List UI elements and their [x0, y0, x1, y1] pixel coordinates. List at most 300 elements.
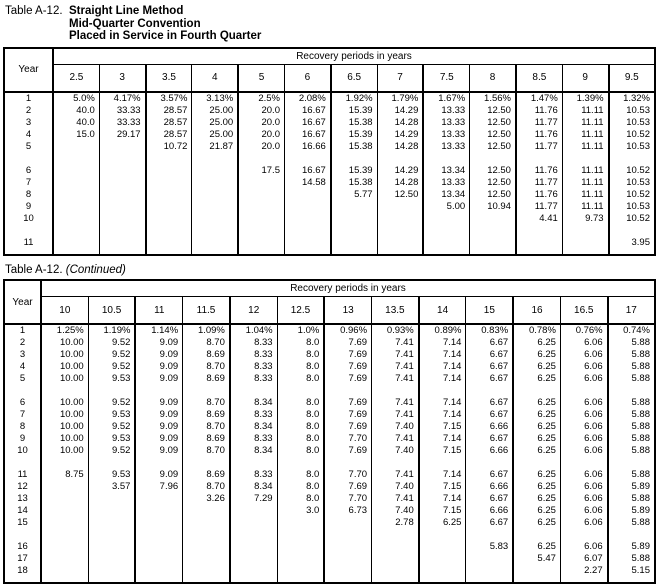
value-cell [183, 577, 230, 583]
table2-row-year-10 [4, 445, 655, 457]
value-cell [513, 529, 560, 541]
value-cell: 20.0 [238, 141, 284, 153]
value-cell [277, 565, 324, 577]
value-cell: 9.09 [135, 397, 182, 409]
year-cell: 11 [23, 236, 34, 248]
value-cell: 2.5% [238, 92, 284, 105]
table1-row-year-5 [4, 141, 655, 153]
value-cell [516, 153, 562, 165]
value-cell: 9.09 [135, 445, 182, 457]
value-cell [423, 153, 469, 165]
value-cell [377, 153, 423, 165]
value-cell [470, 249, 516, 255]
value-cell: 6.25 [513, 481, 560, 493]
value-cell: 1.39% [562, 92, 608, 105]
table1 [3, 47, 656, 256]
value-cell [146, 201, 192, 213]
value-cell [238, 177, 284, 189]
table2-col-header-16: 16 [513, 297, 560, 325]
value-cell: 0.89% [419, 324, 466, 337]
value-cell: 5.88 [608, 517, 655, 529]
value-cell: 14.28 [377, 141, 423, 153]
table1-header-row-1 [4, 48, 655, 65]
year-cell: 3 [25, 116, 32, 128]
value-cell: 13.33 [423, 177, 469, 189]
value-cell [88, 565, 135, 577]
value-cell: 8.70 [183, 361, 230, 373]
value-cell: 10.52 [609, 165, 655, 177]
value-cell: 9.09 [135, 361, 182, 373]
value-cell [423, 213, 469, 225]
value-cell: 11.77 [516, 117, 562, 129]
value-cell: 6.67 [466, 361, 513, 373]
year-cell [4, 577, 41, 583]
value-cell [516, 225, 562, 237]
value-cell: 28.57 [146, 129, 192, 141]
value-cell: 8.34 [230, 397, 277, 409]
value-cell: 11.76 [516, 189, 562, 201]
value-cell [608, 385, 655, 397]
value-cell [53, 177, 99, 189]
table2 [3, 279, 656, 584]
value-cell: 10.52 [609, 189, 655, 201]
table2-col-header-10.5: 10.5 [88, 297, 135, 325]
value-cell [608, 529, 655, 541]
value-cell: 5.88 [608, 421, 655, 433]
value-cell: 15.38 [331, 117, 377, 129]
value-cell [192, 189, 238, 201]
table1-row-year-9 [4, 201, 655, 213]
value-cell: 1.56% [470, 92, 516, 105]
value-cell: 15.39 [331, 165, 377, 177]
value-cell: 12.50 [470, 117, 516, 129]
year-cell: 5 [25, 140, 32, 152]
year-cell [4, 385, 41, 397]
value-cell: 1.67% [423, 92, 469, 105]
value-cell [324, 529, 371, 541]
value-cell: 6.06 [560, 445, 607, 457]
value-cell: 7.70 [324, 469, 371, 481]
value-cell [470, 213, 516, 225]
value-cell: 15.39 [331, 105, 377, 117]
value-cell: 7.14 [419, 373, 466, 385]
value-cell: 6.06 [560, 433, 607, 445]
value-cell: 8.0 [277, 397, 324, 409]
table2-row-year-5 [4, 373, 655, 385]
table1-row-year-6 [4, 165, 655, 177]
value-cell: 9.52 [88, 445, 135, 457]
value-cell: 10.53 [609, 141, 655, 153]
value-cell [609, 249, 655, 255]
value-cell: 7.69 [324, 337, 371, 349]
value-cell: 8.33 [230, 373, 277, 385]
value-cell: 7.40 [372, 505, 419, 517]
value-cell: 7.15 [419, 421, 466, 433]
value-cell: 5.88 [608, 469, 655, 481]
value-cell [135, 385, 182, 397]
year-cell: 8 [25, 188, 32, 200]
value-cell [331, 153, 377, 165]
value-cell: 6.07 [560, 553, 607, 565]
value-cell: 9.52 [88, 337, 135, 349]
value-cell: 28.57 [146, 105, 192, 117]
value-cell [53, 237, 99, 249]
value-cell: 7.69 [324, 349, 371, 361]
value-cell: 9.53 [88, 433, 135, 445]
value-cell [324, 553, 371, 565]
value-cell [377, 201, 423, 213]
value-cell [560, 457, 607, 469]
value-cell: 7.40 [372, 445, 419, 457]
table1-title [5, 5, 659, 43]
value-cell: 8.34 [230, 481, 277, 493]
value-cell: 15.0 [53, 129, 99, 141]
value-cell [560, 577, 607, 583]
year-cell [4, 225, 53, 237]
value-cell: 8.33 [230, 337, 277, 349]
value-cell [562, 225, 608, 237]
year-cell: 6 [19, 397, 26, 408]
value-cell: 8.0 [277, 361, 324, 373]
year-cell: 5 [19, 373, 26, 384]
value-cell [277, 577, 324, 583]
value-cell: 0.93% [372, 324, 419, 337]
value-cell [608, 457, 655, 469]
value-cell: 6.25 [513, 517, 560, 529]
table2-col-header-14: 14 [419, 297, 466, 325]
value-cell: 8.69 [183, 373, 230, 385]
year-cell: 15 [17, 517, 28, 528]
value-cell: 8.33 [230, 409, 277, 421]
value-cell: 7.41 [372, 469, 419, 481]
value-cell [372, 529, 419, 541]
value-cell: 7.29 [230, 493, 277, 505]
year-cell: 11 [17, 469, 28, 480]
value-cell: 7.41 [372, 373, 419, 385]
value-cell: 13.33 [423, 117, 469, 129]
value-cell: 12.50 [470, 189, 516, 201]
value-cell [372, 457, 419, 469]
value-cell: 8.33 [230, 469, 277, 481]
value-cell: 1.79% [377, 92, 423, 105]
value-cell [284, 201, 330, 213]
value-cell [41, 529, 88, 541]
value-cell: 11.11 [562, 117, 608, 129]
value-cell: 9.09 [135, 469, 182, 481]
value-cell [331, 237, 377, 249]
value-cell: 10.00 [41, 445, 88, 457]
table1-col-header-9: 9 [562, 64, 608, 92]
value-cell [466, 553, 513, 565]
value-cell: 9.09 [135, 373, 182, 385]
value-cell: 8.33 [230, 433, 277, 445]
value-cell: 3.57 [88, 481, 135, 493]
year-cell: 3 [19, 349, 26, 360]
value-cell: 10.00 [41, 433, 88, 445]
value-cell: 14.28 [377, 117, 423, 129]
table1-col-header-3: 3 [99, 64, 145, 92]
value-cell: 11.76 [516, 129, 562, 141]
table2-row-year-9 [4, 433, 655, 445]
value-cell [192, 177, 238, 189]
value-cell [183, 541, 230, 553]
table1-title-line-1: Straight Line Method [69, 5, 184, 17]
value-cell: 0.78% [513, 324, 560, 337]
value-cell [183, 553, 230, 565]
value-cell [419, 529, 466, 541]
value-cell: 8.0 [277, 337, 324, 349]
value-cell: 8.69 [183, 433, 230, 445]
value-cell [466, 577, 513, 583]
value-cell [419, 565, 466, 577]
year-cell: 14 [17, 505, 28, 516]
table2-col-header-12: 12 [230, 297, 277, 325]
year-cell: 2 [19, 337, 26, 348]
value-cell: 16.67 [284, 165, 330, 177]
value-cell: 33.33 [99, 117, 145, 129]
value-cell: 11.77 [516, 141, 562, 153]
value-cell: 8.0 [277, 409, 324, 421]
value-cell [41, 517, 88, 529]
value-cell [146, 249, 192, 255]
value-cell [284, 237, 330, 249]
table2-row-year-12 [4, 481, 655, 493]
value-cell [41, 565, 88, 577]
value-cell [377, 225, 423, 237]
value-cell [324, 457, 371, 469]
table2-row-year-1 [4, 324, 655, 337]
value-cell [192, 165, 238, 177]
value-cell: 11.11 [562, 141, 608, 153]
value-cell [324, 565, 371, 577]
year-cell: 8 [19, 421, 26, 432]
value-cell [135, 493, 182, 505]
value-cell [331, 225, 377, 237]
value-cell [146, 177, 192, 189]
value-cell [146, 225, 192, 237]
value-cell: 17.5 [238, 165, 284, 177]
value-cell: 6.06 [560, 505, 607, 517]
value-cell [324, 385, 371, 397]
value-cell [146, 237, 192, 249]
value-cell: 8.33 [230, 349, 277, 361]
value-cell: 11.76 [516, 165, 562, 177]
value-cell: 1.14% [135, 324, 182, 337]
value-cell [146, 165, 192, 177]
value-cell: 15.39 [331, 129, 377, 141]
value-cell [53, 213, 99, 225]
value-cell [423, 249, 469, 255]
value-cell [372, 577, 419, 583]
value-cell [99, 213, 145, 225]
value-cell [99, 249, 145, 255]
value-cell: 13.34 [423, 165, 469, 177]
value-cell: 25.00 [192, 129, 238, 141]
value-cell: 10.53 [609, 177, 655, 189]
value-cell: 6.66 [466, 421, 513, 433]
table2-group-header: Recovery periods in years [41, 280, 655, 297]
value-cell: 9.53 [88, 469, 135, 481]
value-cell: 7.41 [372, 433, 419, 445]
value-cell: 6.66 [466, 445, 513, 457]
value-cell: 6.06 [560, 337, 607, 349]
value-cell [324, 577, 371, 583]
year-cell: 9 [25, 200, 32, 212]
value-cell: 7.14 [419, 397, 466, 409]
value-cell [41, 481, 88, 493]
table1-col-header-8.5: 8.5 [516, 64, 562, 92]
year-cell [4, 529, 41, 541]
value-cell [99, 237, 145, 249]
year-cell: 18 [17, 565, 28, 576]
value-cell: 9.52 [88, 361, 135, 373]
value-cell: 6.06 [560, 349, 607, 361]
value-cell [423, 237, 469, 249]
value-cell [377, 237, 423, 249]
value-cell [372, 553, 419, 565]
value-cell: 6.25 [513, 421, 560, 433]
value-cell [324, 541, 371, 553]
year-cell [4, 457, 41, 469]
value-cell: 8.0 [277, 445, 324, 457]
value-cell: 10.53 [609, 117, 655, 129]
value-cell: 10.00 [41, 337, 88, 349]
value-cell [192, 225, 238, 237]
value-cell: 5.88 [608, 553, 655, 565]
value-cell: 6.25 [419, 517, 466, 529]
value-cell [99, 189, 145, 201]
value-cell: 5.89 [608, 505, 655, 517]
value-cell: 12.50 [470, 177, 516, 189]
value-cell: 6.25 [513, 505, 560, 517]
value-cell: 9.09 [135, 409, 182, 421]
value-cell [560, 529, 607, 541]
value-cell: 16.67 [284, 129, 330, 141]
value-cell [372, 385, 419, 397]
value-cell: 1.32% [609, 92, 655, 105]
value-cell: 9.09 [135, 433, 182, 445]
value-cell: 1.92% [331, 92, 377, 105]
year-cell [4, 153, 53, 165]
value-cell: 6.25 [513, 349, 560, 361]
table2-col-header-11: 11 [135, 297, 182, 325]
table1-row-year-1 [4, 92, 655, 105]
value-cell [470, 225, 516, 237]
value-cell: 10.00 [41, 349, 88, 361]
value-cell [88, 385, 135, 397]
value-cell: 10.94 [470, 201, 516, 213]
table2-blank-row-11 [4, 457, 655, 469]
value-cell [183, 517, 230, 529]
value-cell: 11.76 [516, 105, 562, 117]
value-cell: 7.14 [419, 349, 466, 361]
value-cell: 6.06 [560, 469, 607, 481]
value-cell: 7.70 [324, 493, 371, 505]
year-cell [4, 249, 53, 255]
table1-row-year-2 [4, 105, 655, 117]
value-cell: 6.06 [560, 421, 607, 433]
value-cell: 3.26 [183, 493, 230, 505]
value-cell: 14.29 [377, 105, 423, 117]
value-cell [135, 577, 182, 583]
value-cell: 7.41 [372, 337, 419, 349]
value-cell [88, 505, 135, 517]
value-cell: 6.67 [466, 517, 513, 529]
value-cell: 5.00 [423, 201, 469, 213]
value-cell: 10.00 [41, 373, 88, 385]
table2-row-year-18 [4, 565, 655, 577]
table2-header-row-1 [4, 280, 655, 297]
value-cell: 10.00 [41, 397, 88, 409]
value-cell [284, 225, 330, 237]
value-cell: 8.69 [183, 349, 230, 361]
value-cell: 8.0 [277, 349, 324, 361]
value-cell: 16.67 [284, 117, 330, 129]
table2-row-year-3 [4, 349, 655, 361]
value-cell: 3.13% [192, 92, 238, 105]
value-cell [470, 153, 516, 165]
year-cell: 2 [25, 104, 32, 116]
value-cell: 6.25 [513, 337, 560, 349]
value-cell: 11.11 [562, 189, 608, 201]
value-cell: 6.06 [560, 517, 607, 529]
value-cell [513, 565, 560, 577]
value-cell: 14.28 [377, 177, 423, 189]
value-cell [41, 493, 88, 505]
table2-col-header-13: 13 [324, 297, 371, 325]
value-cell: 12.50 [470, 165, 516, 177]
value-cell: 7.40 [372, 421, 419, 433]
value-cell: 13.33 [423, 141, 469, 153]
value-cell [53, 189, 99, 201]
value-cell: 0.74% [608, 324, 655, 337]
value-cell: 6.66 [466, 505, 513, 517]
value-cell [135, 517, 182, 529]
value-cell [41, 541, 88, 553]
value-cell: 20.0 [238, 117, 284, 129]
value-cell: 8.75 [41, 469, 88, 481]
value-cell: 40.0 [53, 117, 99, 129]
value-cell: 4.41 [516, 213, 562, 225]
value-cell: 6.67 [466, 337, 513, 349]
value-cell: 7.69 [324, 409, 371, 421]
value-cell: 6.66 [466, 481, 513, 493]
value-cell [284, 189, 330, 201]
value-cell [135, 565, 182, 577]
value-cell: 5.47 [513, 553, 560, 565]
year-cell: 9 [19, 433, 26, 444]
value-cell [331, 213, 377, 225]
value-cell: 6.25 [513, 361, 560, 373]
table2-row-year-7 [4, 409, 655, 421]
value-cell: 33.33 [99, 105, 145, 117]
value-cell [99, 141, 145, 153]
value-cell: 9.53 [88, 409, 135, 421]
value-cell: 14.58 [284, 177, 330, 189]
table2-row-year-6 [4, 397, 655, 409]
value-cell: 12.50 [470, 129, 516, 141]
value-cell [135, 505, 182, 517]
value-cell: 8.69 [183, 409, 230, 421]
value-cell: 7.69 [324, 373, 371, 385]
value-cell [53, 141, 99, 153]
value-cell: 5.88 [608, 337, 655, 349]
value-cell: 9.09 [135, 349, 182, 361]
year-cell: 4 [25, 128, 32, 140]
value-cell [192, 237, 238, 249]
value-cell [238, 189, 284, 201]
table2-row-year-15 [4, 517, 655, 529]
